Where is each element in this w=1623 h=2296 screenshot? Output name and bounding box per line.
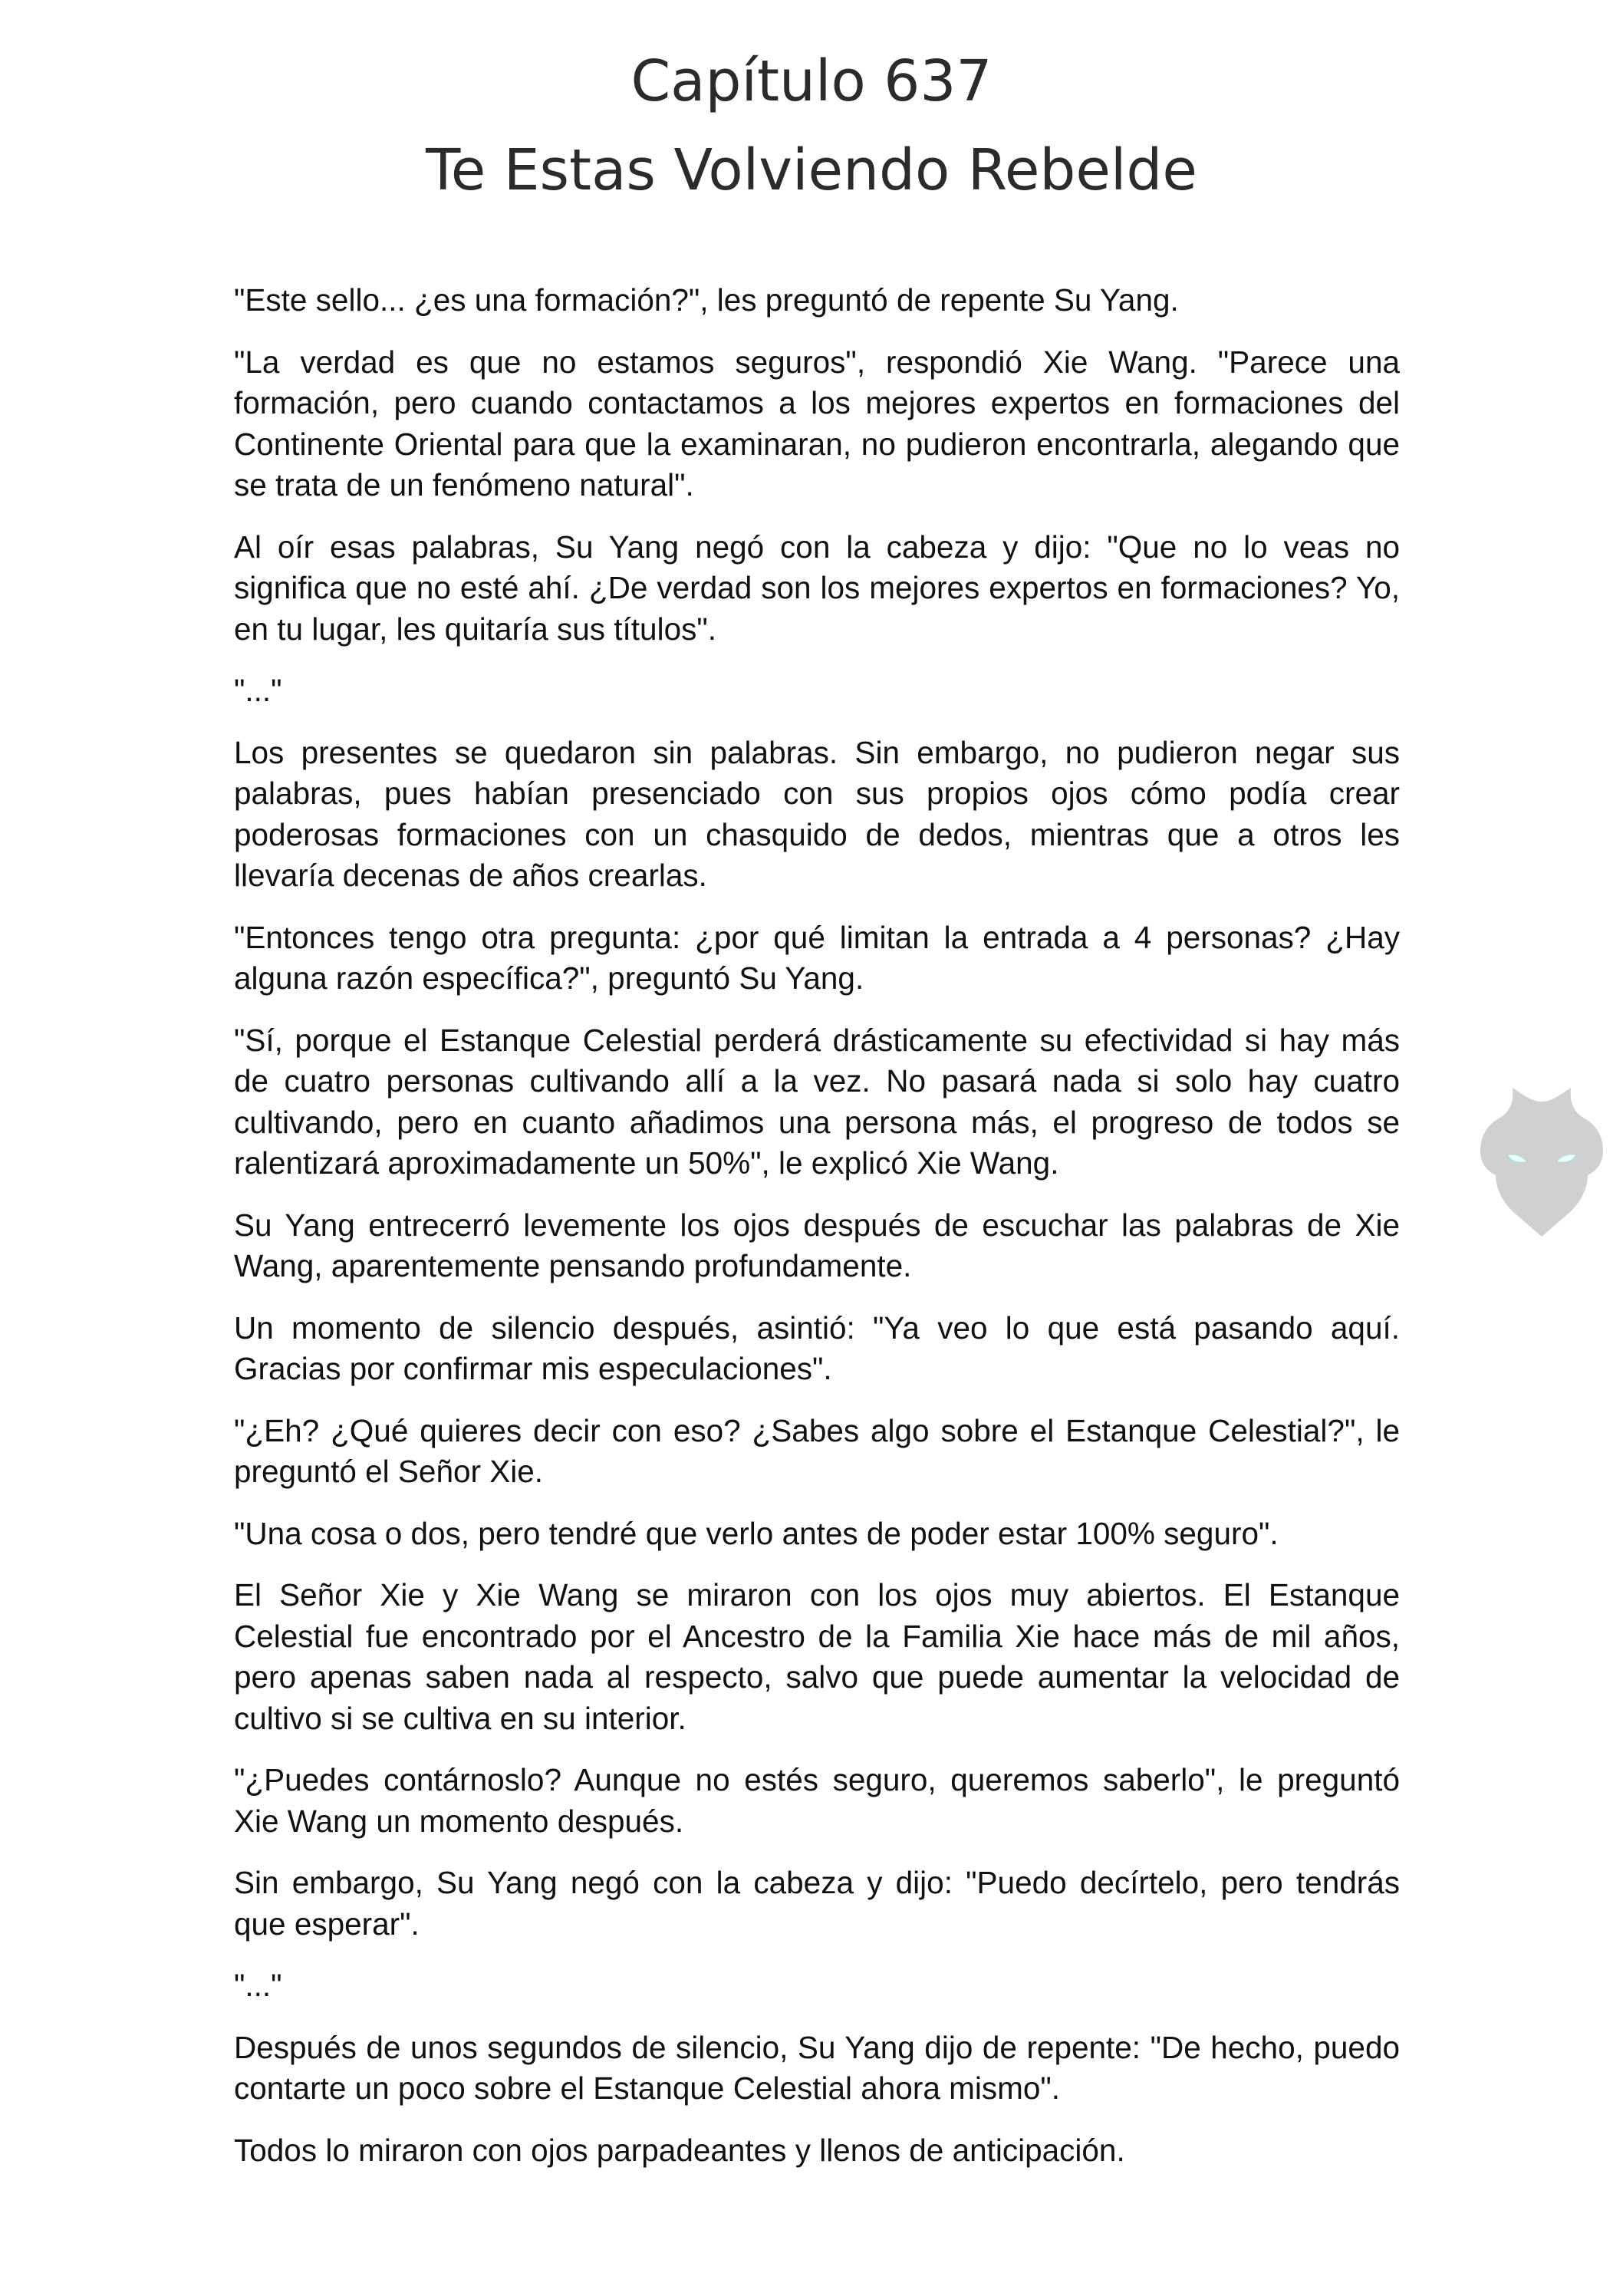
chapter-number: Capítulo 637	[630, 48, 993, 114]
paragraph: El Señor Xie y Xie Wang se miraron con los ojos muy abiertos. El Estanque Celestial fue encontrado por el Ancestro de la Familia Xie hace más de mil años, pero apenas saben nada al respecto, salvo que puede aumentar la velocidad de cultivo si se cultiva en su interior.	[234, 1577, 1400, 1736]
paragraph: Todos lo miraron con ojos parpadeantes y llenos de anticipación.	[234, 2132, 1125, 2168]
chapter-title: Te Estas Volviendo Rebelde	[426, 137, 1197, 203]
paragraph: "Una cosa o dos, pero tendré que verlo antes de poder estar 100% seguro".	[234, 1515, 1279, 1551]
paragraph: Después de unos segundos de silencio, Su Yang dijo de repente: "De hecho, puedo contarte un poco sobre el Estanque Celestial ahora mismo".	[234, 2029, 1400, 2106]
chapter-heading	[0, 37, 1623, 215]
paragraph: Un momento de silencio después, asintió: "Ya veo lo que está pasando aquí. Gracias por confirmar mis especulaciones".	[234, 1309, 1400, 1386]
paragraph: Al oír esas palabras, Su Yang negó con la cabeza y dijo: "Que no lo veas no significa que no esté ahí. ¿De verdad son los mejores expertos en formaciones? Yo, en tu lugar, les quitaría sus títulos".	[234, 529, 1400, 647]
paragraph: "¿Eh? ¿Qué quieres decir con eso? ¿Sabes algo sobre el Estanque Celestial?", le preguntó el Señor Xie.	[234, 1412, 1400, 1489]
paragraph: "Este sello... ¿es una formación?", les preguntó de repente Su Yang.	[234, 282, 1179, 318]
paragraph: Su Yang entrecerró levemente los ojos después de escuchar las palabras de Xie Wang, aparentemente pensando profundamente.	[234, 1207, 1400, 1283]
paragraph: Los presentes se quedaron sin palabras. Sin embargo, no pudieron negar sus palabras, pues habían presenciado con sus propios ojos cómo podía crear poderosas formaciones con un chasquido de dedos, mientras que a otros les llevaría decenas de años crearlas.	[234, 734, 1400, 893]
chapter-body	[234, 280, 1400, 2192]
demon-head-icon	[1473, 1074, 1611, 1243]
paragraph: "..."	[234, 673, 282, 708]
paragraph: "Entonces tengo otra pregunta: ¿por qué limitan la entrada a 4 personas? ¿Hay alguna razón específica?", preguntó Su Yang.	[234, 919, 1400, 996]
paragraph: "Sí, porque el Estanque Celestial perderá drásticamente su efectividad si hay más de cuatro personas cultivando allí a la vez. No pasará nada si solo hay cuatro cultivando, pero en cuanto añadimos una persona más, el progreso de todos se ralentizará aproximadamente un 50%", le explicó Xie Wang.	[234, 1022, 1400, 1181]
paragraph: Sin embargo, Su Yang negó con la cabeza y dijo: "Puedo decírtelo, pero tendrás que esperar".	[234, 1865, 1400, 1942]
paragraph: "La verdad es que no estamos seguros", respondió Xie Wang. "Parece una formación, pero cuando contactamos a los mejores expertos en formaciones del Continente Oriental para que la examinaran, no pudieron encontrarla, alegando que se trata de un fenómeno natural".	[234, 344, 1400, 502]
paragraph: "..."	[234, 1968, 282, 2003]
paragraph: "¿Puedes contárnoslo? Aunque no estés seguro, queremos saberlo", le preguntó Xie Wang un momento después.	[234, 1762, 1400, 1839]
